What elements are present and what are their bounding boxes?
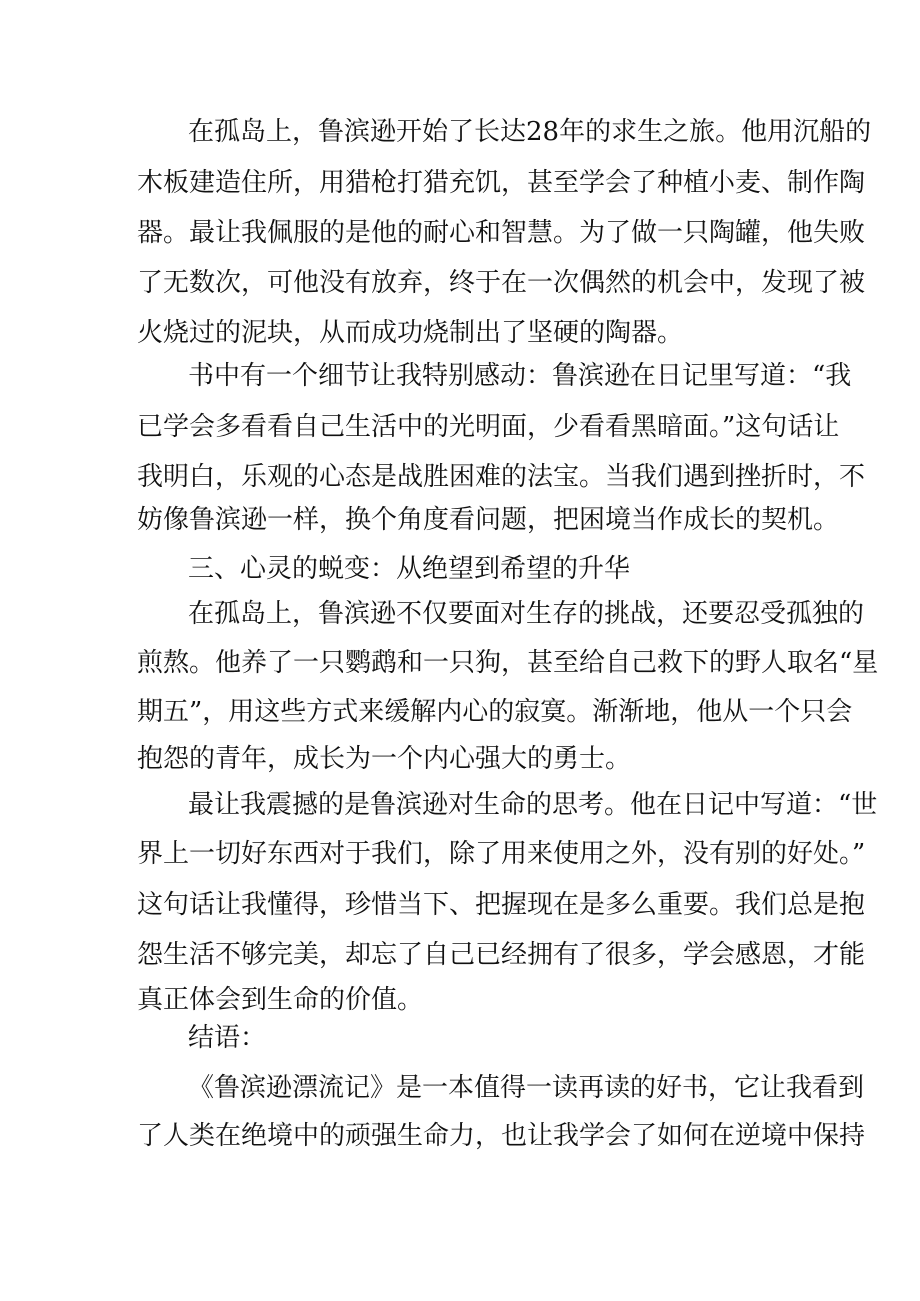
paragraph-4-line-4: 怨生活不够完美，却忘了自己已经拥有了很多，学会感恩，才能 [137, 940, 866, 970]
paragraph-2-line-1: 书中有一个细节让我特别感动：鲁滨逊在日记里写道：“我 [188, 361, 852, 391]
paragraph-4-line-1: 最让我震撼的是鲁滨逊对生命的思考。他在日记中写道：“世 [188, 790, 878, 820]
paragraph-3-line-3: 期五”，用这些方式来缓解内心的寂寞。渐渐地，他从一个只会 [137, 697, 853, 727]
paragraph-1-line-1: 在孤岛上，鲁滨逊开始了长达28年的求生之旅。他用沉船的 [188, 117, 872, 147]
conclusion-heading: 结语： [188, 1023, 267, 1053]
paragraph-1-line-4: 了无数次，可他没有放弃，终于在一次偶然的机会中，发现了被 [137, 268, 866, 298]
section-heading: 三、心灵的蜕变：从绝望到希望的升华 [188, 554, 631, 584]
paragraph-1-line-2: 木板建造住所，用猎枪打猎充饥，甚至学会了种植小麦、制作陶 [137, 168, 866, 198]
paragraph-1-line-5: 火烧过的泥块，从而成功烧制出了坚硬的陶器。 [137, 318, 684, 348]
paragraph-2-line-3: 我明白，乐观的心态是战胜困难的法宝。当我们遇到挫折时，不 [137, 462, 866, 492]
paragraph-3-line-1: 在孤岛上，鲁滨逊不仅要面对生存的挑战，还要忍受孤独的 [188, 599, 865, 629]
paragraph-4-line-3: 这句话让我懂得，珍惜当下、把握现在是多么重要。我们总是抱 [137, 890, 866, 920]
paragraph-2-line-4: 妨像鲁滨逊一样，换个角度看问题，把困境当作成长的契机。 [137, 505, 840, 535]
paragraph-3-line-2: 煎熬。他养了一只鹦鹉和一只狗，甚至给自己救下的野人取名“星 [137, 648, 879, 678]
paragraph-1-line-3: 器。最让我佩服的是他的耐心和智慧。为了做一只陶罐，他失败 [137, 218, 866, 248]
paragraph-2-line-2: 已学会多看看自己生活中的光明面，少看看黑暗面。”这句话让 [137, 412, 840, 442]
paragraph-3-line-4: 抱怨的青年，成长为一个内心强大的勇士。 [137, 744, 632, 774]
paragraph-5-line-1: 《鲁滨逊漂流记》是一本值得一读再读的好书，它让我看到 [188, 1073, 865, 1103]
paragraph-4-line-2: 界上一切好东西对于我们，除了用来使用之外，没有别的好处。” [137, 839, 866, 869]
paragraph-4-line-5: 真正体会到生命的价值。 [137, 985, 424, 1015]
paragraph-5-line-2: 了人类在绝境中的顽强生命力，也让我学会了如何在逆境中保持 [137, 1121, 866, 1151]
